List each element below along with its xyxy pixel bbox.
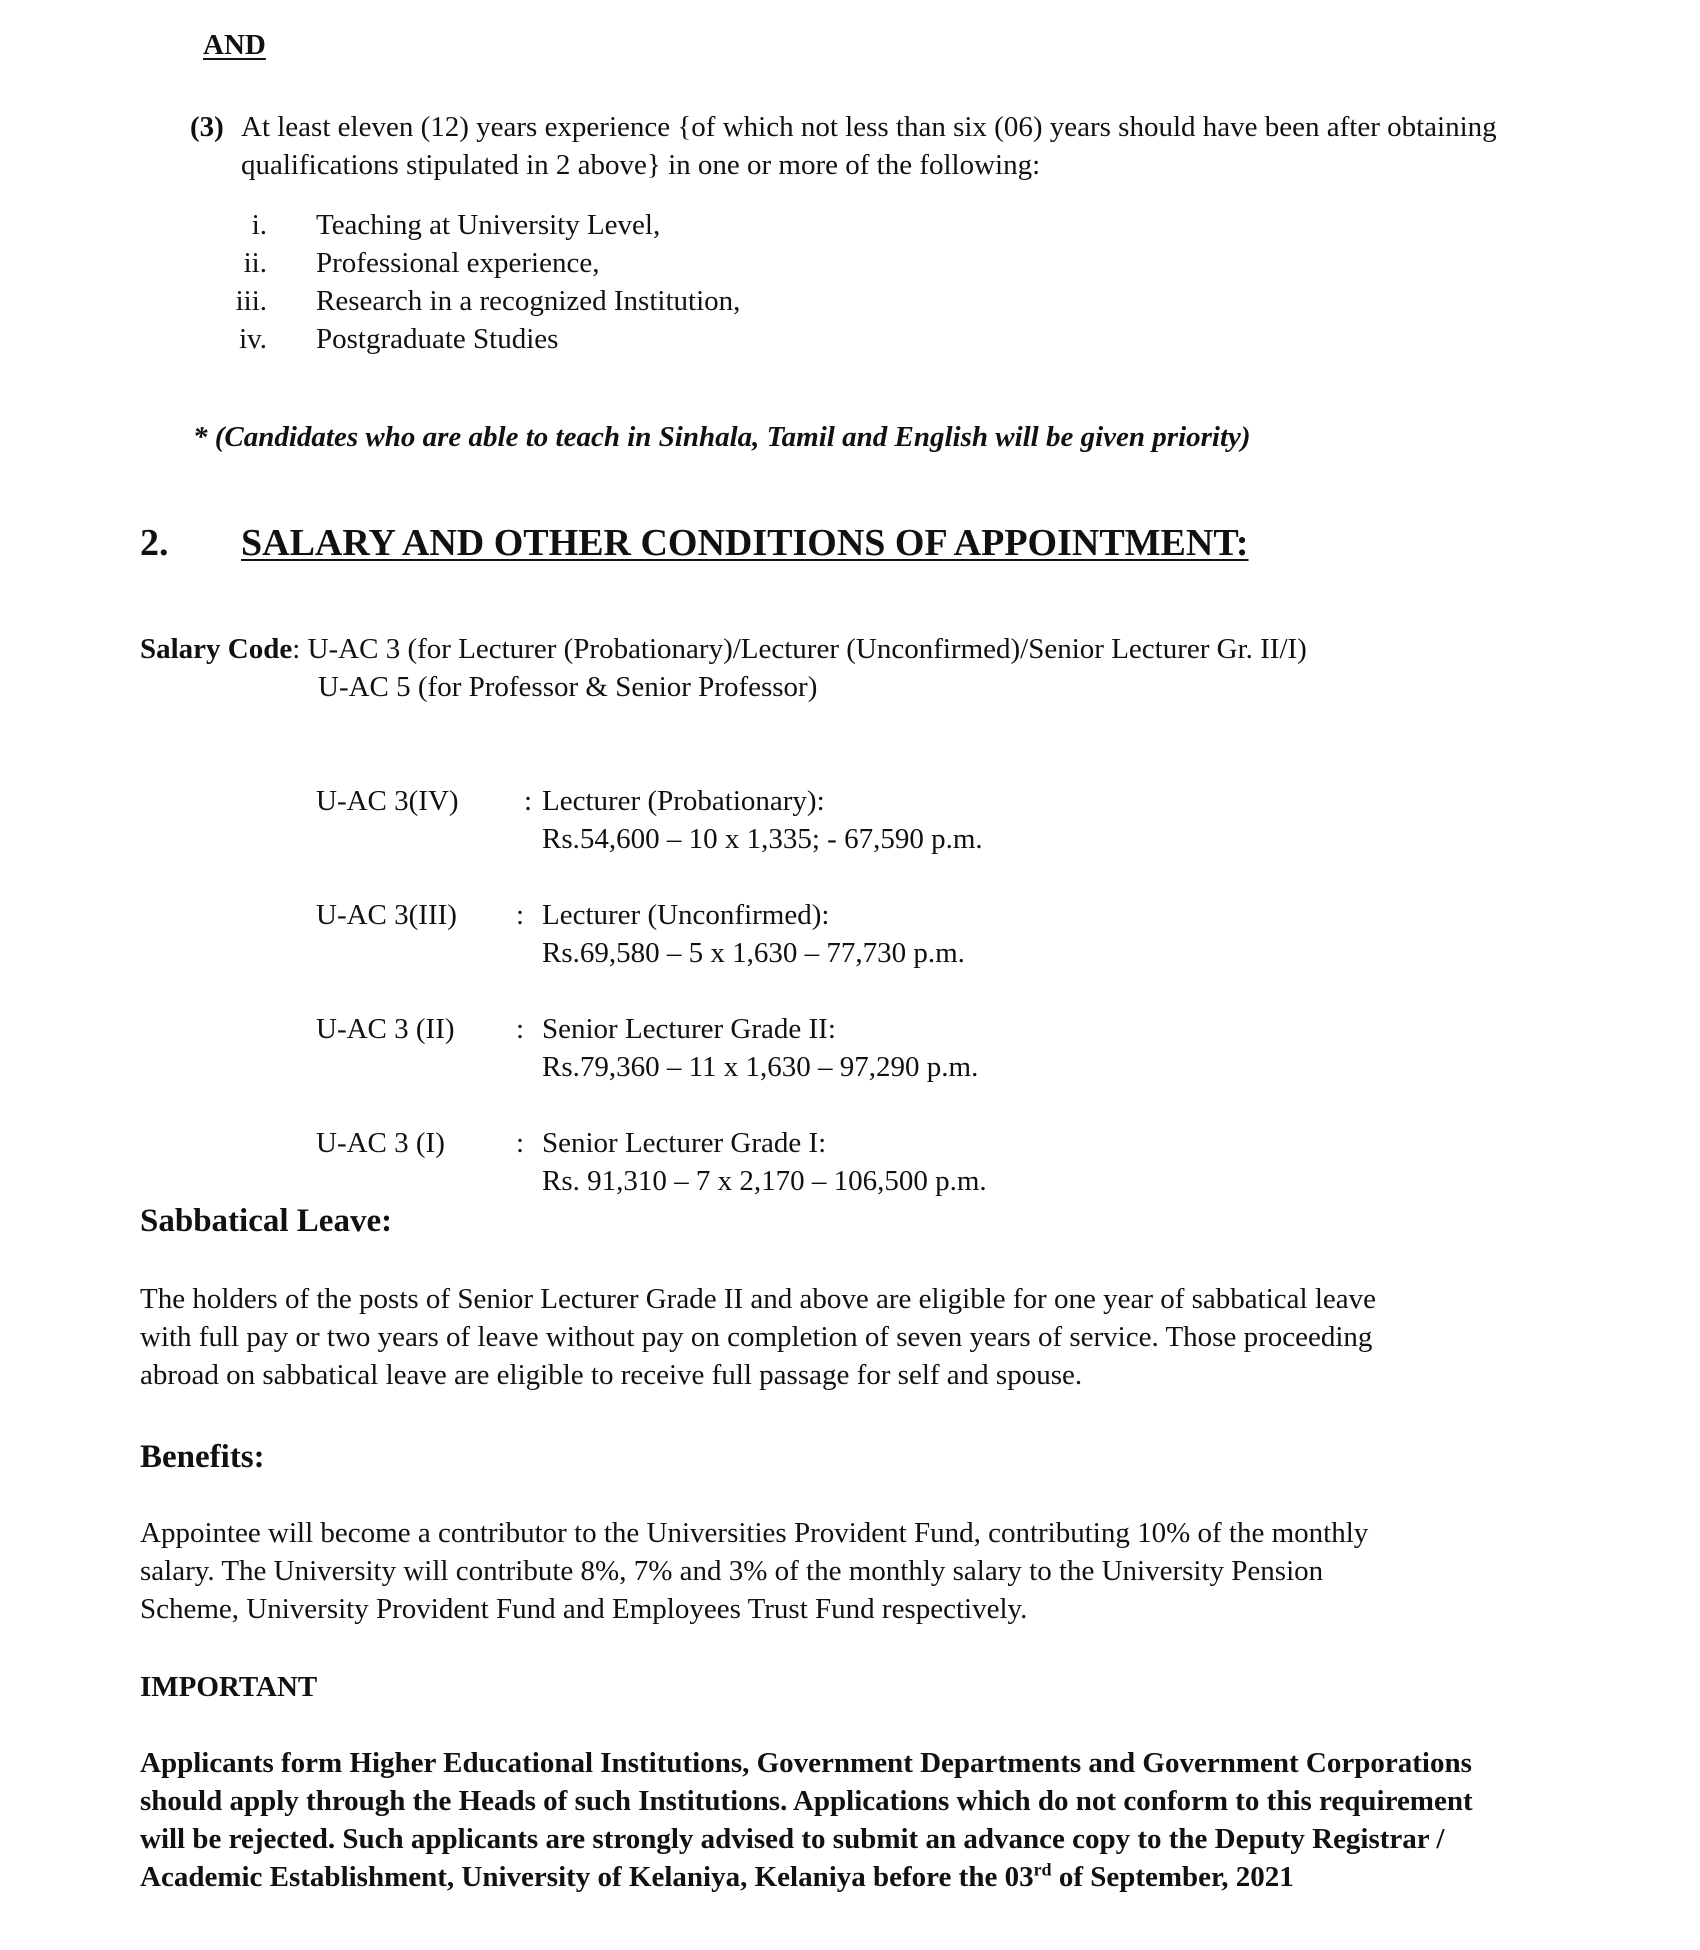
scale-range: Rs.69,580 – 5 x 1,630 – 77,730 p.m. (542, 937, 965, 969)
list-item: Postgraduate Studies (316, 323, 559, 355)
paragraph-line: Appointee will become a contributor to the Universities Provident Fund, contributing 10% of the monthly (140, 1517, 1369, 1549)
scale-title: Lecturer (Unconfirmed): (542, 899, 830, 931)
salary-code-line-1 (140, 630, 1307, 668)
paragraph-line: will be rejected. Such applicants are strongly advised to submit an advance copy to the Deputy Registrar / (140, 1823, 1445, 1855)
paragraph-line: salary. The University will contribute 8%, 7% and 3% of the monthly salary to the University Pension (140, 1555, 1324, 1587)
salary-code-label: Salary Code (140, 633, 293, 665)
criterion-number: (3) (190, 111, 224, 143)
scale-title: Senior Lecturer Grade II: (542, 1013, 836, 1045)
paragraph-line: with full pay or two years of leave without pay on completion of seven years of service. Those proceeding (140, 1321, 1373, 1353)
paragraph-line-last (140, 1858, 1294, 1896)
scale-colon: : (516, 1013, 525, 1045)
deadline-text: Academic Establishment, University of Kelaniya, Kelaniya before the 03 (140, 1861, 1034, 1893)
scale-code: U-AC 3(IV) (316, 785, 459, 817)
paragraph-line: should apply through the Heads of such Institutions. Applications which do not conform to this requirement (140, 1785, 1473, 1817)
important-heading: IMPORTANT (140, 1671, 318, 1703)
scale-colon: : (524, 785, 533, 817)
scale-code: U-AC 3 (II) (316, 1013, 455, 1045)
scale-colon: : (516, 899, 525, 931)
scale-title: Lecturer (Probationary): (542, 785, 825, 817)
salary-code-value-1: U-AC 3 (for Lecturer (Probationary)/Lecturer (Unconfirmed)/Senior Lecturer Gr. II/I) (307, 633, 1307, 665)
paragraph-line: abroad on sabbatical leave are eligible to receive full passage for self and spouse. (140, 1359, 1083, 1391)
scale-range: Rs.54,600 – 10 x 1,335; - 67,590 p.m. (542, 823, 983, 855)
section-number: 2. (140, 522, 169, 564)
benefits-heading: Benefits: (140, 1439, 265, 1475)
paragraph-line: Scheme, University Provident Fund and Employees Trust Fund respectively. (140, 1593, 1028, 1625)
deadline-date: of September, 2021 (1051, 1861, 1294, 1893)
criterion-line-2: qualifications stipulated in 2 above} in one or more of the following: (241, 149, 1041, 181)
salary-code-value-2: U-AC 5 (for Professor & Senior Professor) (318, 671, 818, 703)
paragraph-line: The holders of the posts of Senior Lecturer Grade II and above are eligible for one year of sabbatical leave (140, 1283, 1376, 1315)
list-item: Research in a recognized Institution, (316, 285, 741, 317)
scale-range: Rs. 91,310 – 7 x 2,170 – 106,500 p.m. (542, 1165, 987, 1197)
scale-range: Rs.79,360 – 11 x 1,630 – 97,290 p.m. (542, 1051, 979, 1083)
list-item: Professional experience, (316, 247, 600, 279)
salary-code-colon: : (292, 633, 301, 665)
criterion-line-1: At least eleven (12) years experience {of which not less than six (06) years should have been after obtaining (241, 111, 1497, 143)
scale-title: Senior Lecturer Grade I: (542, 1127, 827, 1159)
list-item-number: iv. (239, 323, 267, 355)
list-item-number: ii. (243, 247, 267, 279)
paragraph-line: Applicants form Higher Educational Institutions, Government Departments and Government Corporations (140, 1747, 1472, 1779)
list-item: Teaching at University Level, (316, 209, 661, 241)
section-title: SALARY AND OTHER CONDITIONS OF APPOINTMENT: (241, 522, 1249, 564)
list-item-number: iii. (235, 285, 267, 317)
scale-code: U-AC 3(III) (316, 899, 457, 931)
and-heading: AND (203, 29, 266, 61)
ordinal-suffix: rd (1033, 1859, 1052, 1880)
priority-note: * (Candidates who are able to teach in Sinhala, Tamil and English will be given priority) (193, 421, 1251, 453)
list-item-number: i. (251, 209, 267, 241)
scale-colon: : (516, 1127, 525, 1159)
scale-code: U-AC 3 (I) (316, 1127, 445, 1159)
sabbatical-heading: Sabbatical Leave: (140, 1203, 393, 1239)
